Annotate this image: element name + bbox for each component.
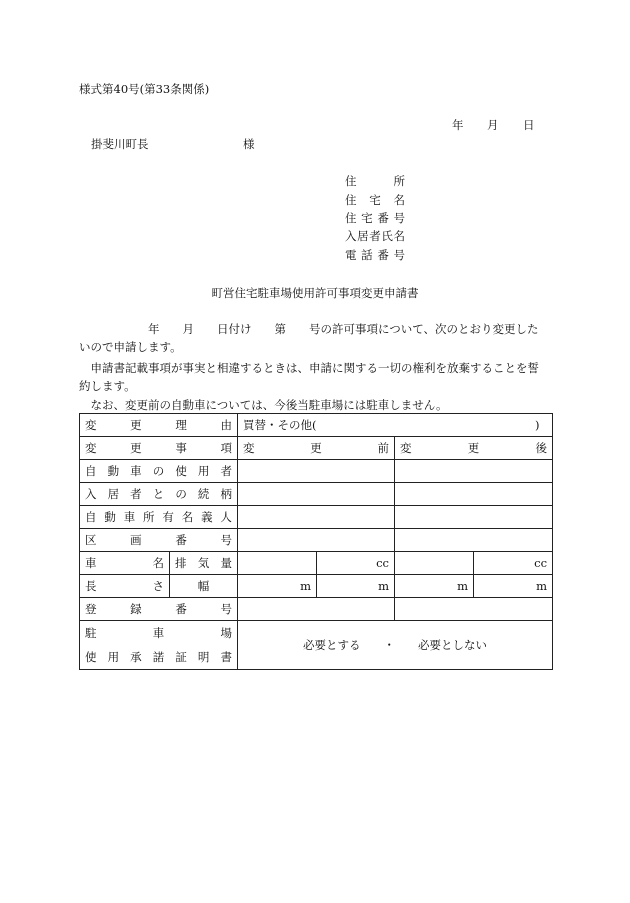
- table-row-car: [80, 552, 553, 575]
- applicant-residence-number-label: 住 宅 番 号: [345, 211, 405, 225]
- parking-cert-line2: 使 用 承 諾 証 明 書: [85, 650, 232, 664]
- width-label: 幅: [170, 575, 238, 598]
- length-before[interactable]: m: [238, 575, 317, 598]
- table-row-dimensions: [80, 575, 553, 598]
- owner-name-after[interactable]: [395, 506, 553, 529]
- applicant-phone-label: 電 話 番 号: [345, 248, 405, 262]
- document-title: 町営住宅駐車場使用許可事項変更申請書: [211, 286, 419, 300]
- car-name-after[interactable]: [395, 552, 474, 575]
- owner-user-label: 自 動 車 の 使 用 者: [80, 460, 238, 483]
- applicant-residence-name-label: 住 宅 名: [345, 193, 405, 207]
- honorific: 様: [243, 137, 255, 151]
- addressee: 掛斐川町長: [91, 137, 149, 151]
- registration-label: 登 録 番 号: [80, 598, 238, 621]
- section-number-before[interactable]: [238, 529, 395, 552]
- date-year: 年: [452, 118, 464, 132]
- reason-value-cell[interactable]: 買替・その他( ): [238, 414, 553, 437]
- owner-user-before[interactable]: [238, 460, 395, 483]
- displacement-before[interactable]: cc: [317, 552, 395, 575]
- registration-before[interactable]: [238, 598, 395, 621]
- length-after[interactable]: m: [395, 575, 474, 598]
- after-label-cell: 変 更 後: [395, 437, 553, 460]
- parking-cert-line1: 駐 車 場: [85, 626, 232, 640]
- registration-after[interactable]: [395, 598, 553, 621]
- table-row-owner-name: [80, 506, 553, 529]
- table-row-owner-user: [80, 460, 553, 483]
- change-table: [79, 413, 553, 670]
- applicant-address-label: 住 所: [345, 174, 405, 188]
- car-name-before[interactable]: [238, 552, 317, 575]
- owner-user-after[interactable]: [395, 460, 553, 483]
- relation-label: 入 居 者 と の 続 柄: [80, 483, 238, 506]
- relation-before[interactable]: [238, 483, 395, 506]
- form-number: 様式第40号(第33条関係): [79, 82, 210, 96]
- body-paragraph-2: 申請書記載事項が事実と相違するときは、申請に関する一切の権利を放棄することを誓約します。: [79, 361, 539, 393]
- table-row-relation: [80, 483, 553, 506]
- date-day: 日: [523, 118, 535, 132]
- section-number-label: 区 画 番 号: [80, 529, 238, 552]
- owner-name-before[interactable]: [238, 506, 395, 529]
- before-label-cell: 変 更 前: [238, 437, 395, 460]
- car-name-label: 車 名: [80, 552, 170, 575]
- date-month: 月: [487, 118, 499, 132]
- length-label: 長 さ: [80, 575, 170, 598]
- table-row-reason: [80, 414, 553, 437]
- item-label-cell: 変 更 事 項: [80, 437, 238, 460]
- table-row-registration: [80, 598, 553, 621]
- section-number-after[interactable]: [395, 529, 553, 552]
- relation-after[interactable]: [395, 483, 553, 506]
- body-paragraph-3: なお、変更前の自動車については、今後当駐車場には駐車しません。: [79, 398, 448, 412]
- table-row-section: [80, 529, 553, 552]
- applicant-tenant-name-label: 入 居 者 氏 名: [345, 229, 405, 243]
- width-before[interactable]: m: [317, 575, 395, 598]
- width-after[interactable]: m: [474, 575, 553, 598]
- displacement-label: 排 気 量: [170, 552, 238, 575]
- reason-label-cell: 変 更 理 由: [80, 414, 238, 437]
- owner-name-label: 自 動 車 所 有 名 義 人: [80, 506, 238, 529]
- parking-cert-need[interactable]: 必要とする ・ 必要としない: [238, 621, 553, 670]
- table-row-header: [80, 437, 553, 460]
- parking-cert-label: [80, 621, 238, 670]
- table-row-parking-cert: [80, 621, 553, 670]
- body-paragraph-1: 年 月 日付け 第 号の許可事項について、次のとおり変更したいので申請します。: [79, 322, 539, 354]
- displacement-after[interactable]: cc: [474, 552, 553, 575]
